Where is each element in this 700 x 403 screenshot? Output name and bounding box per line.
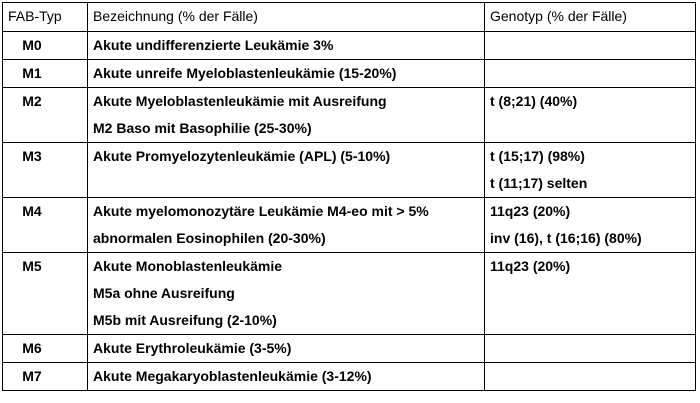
fab-type-cell: M4 — [3, 198, 88, 253]
fab-type-cell: M5 — [3, 253, 88, 335]
genotype-cell — [485, 32, 696, 60]
description-cell — [88, 253, 485, 335]
description-line: abnormalen Eosinophilen (20-30%) — [93, 230, 326, 246]
fab-type-cell: M1 — [3, 60, 88, 88]
genotype-line: t (15;17) (98%) — [490, 148, 585, 164]
table-row — [3, 32, 696, 60]
description-cell — [88, 335, 485, 363]
genotype-cell — [485, 198, 696, 253]
table-row — [3, 363, 696, 391]
description-line: M5a ohne Ausreifung — [93, 285, 235, 301]
table-row — [3, 335, 696, 363]
description-cell — [88, 32, 485, 60]
description-line: Akute Erythroleukämie (3-5%) — [93, 340, 292, 356]
description-line: Akute Myeloblastenleukämie mit Ausreifung — [93, 93, 387, 109]
genotype-cell — [485, 335, 696, 363]
header-row — [3, 3, 696, 32]
fab-type-cell: M0 — [3, 32, 88, 60]
genotype-line: inv (16), t (16;16) (80%) — [490, 230, 642, 246]
genotype-line: 11q23 (20%) — [490, 203, 571, 219]
genotype-cell — [485, 253, 696, 335]
header-genotyp: Genotyp (% der Fälle) — [485, 3, 696, 32]
genotype-cell — [485, 60, 696, 88]
table-row — [3, 198, 696, 253]
genotype-cell — [485, 88, 696, 143]
description-cell — [88, 143, 485, 198]
description-line: Akute myelomonozytäre Leukämie M4-eo mit > 5% — [93, 203, 429, 219]
description-cell — [88, 88, 485, 143]
fab-type-cell: M2 — [3, 88, 88, 143]
description-cell — [88, 60, 485, 88]
table-row — [3, 143, 696, 198]
header-bezeichnung: Bezeichnung (% der Fälle) — [88, 3, 485, 32]
table-row — [3, 88, 696, 143]
description-line: Akute undifferenzierte Leukämie 3% — [93, 37, 334, 53]
table-row — [3, 253, 696, 335]
description-line: Akute Promyelozytenleukämie (APL) (5-10%) — [93, 148, 391, 164]
description-cell — [88, 363, 485, 391]
description-line: M2 Baso mit Basophilie (25-30%) — [93, 120, 312, 136]
genotype-line: t (11;17) selten — [490, 175, 588, 191]
header-fab-typ: FAB-Typ — [3, 3, 88, 32]
description-cell — [88, 198, 485, 253]
description-line: Akute Monoblastenleukämie — [93, 258, 283, 274]
genotype-cell — [485, 143, 696, 198]
genotype-line: t (8;21) (40%) — [490, 93, 578, 109]
fab-classification-table — [2, 2, 696, 391]
fab-type-cell: M3 — [3, 143, 88, 198]
genotype-line: 11q23 (20%) — [490, 258, 571, 274]
description-line: Akute unreife Myeloblastenleukämie (15-20%) — [93, 65, 397, 81]
genotype-cell — [485, 363, 696, 391]
fab-type-cell: M7 — [3, 363, 88, 391]
fab-type-cell: M6 — [3, 335, 88, 363]
description-line: Akute Megakaryoblastenleukämie (3-12%) — [93, 368, 372, 384]
table-row — [3, 60, 696, 88]
description-line: M5b mit Ausreifung (2-10%) — [93, 312, 277, 328]
